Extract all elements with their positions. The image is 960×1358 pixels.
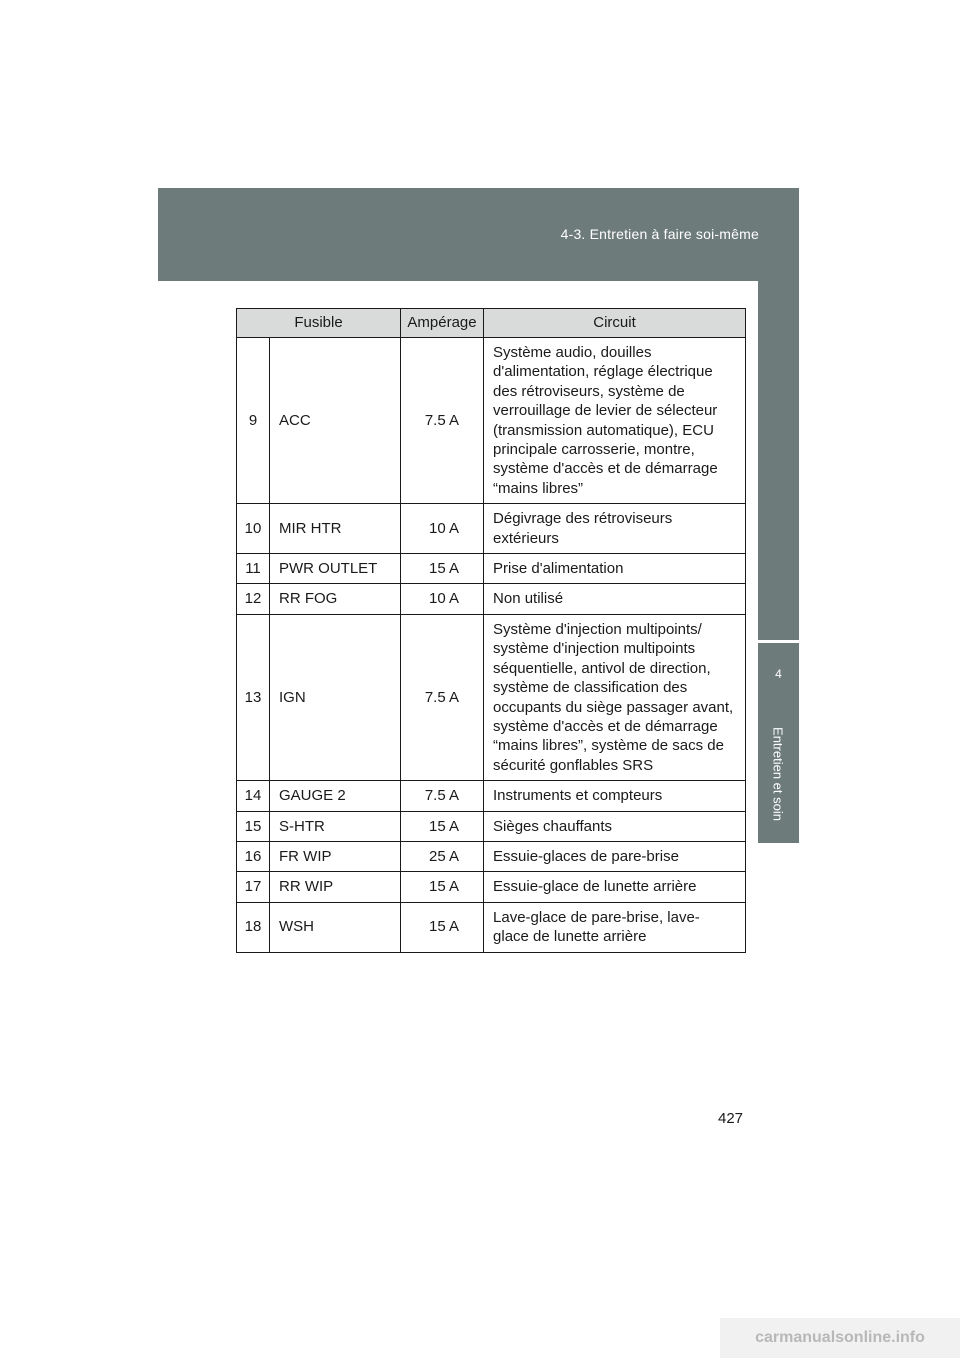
fuse-circuit-cell: Lave-glace de pare-brise, lave-glace de lunette arrière: [484, 902, 746, 952]
fuse-number-cell: 13: [237, 614, 270, 780]
table-row: [237, 338, 746, 504]
table-row: [237, 554, 746, 584]
chapter-side-tab: [758, 281, 799, 843]
fuse-number-cell: 17: [237, 872, 270, 902]
fuse-number-cell: 12: [237, 584, 270, 614]
fuse-name-cell: FR WIP: [270, 841, 401, 871]
fuse-circuit-cell: Dégivrage des rétroviseurs extérieurs: [484, 504, 746, 554]
fuse-number-cell: 10: [237, 504, 270, 554]
fuse-amperage-cell: 7.5 A: [401, 614, 484, 780]
chapter-number: 4: [775, 667, 782, 681]
page-number: 427: [718, 1110, 744, 1127]
fuse-name-cell: PWR OUTLET: [270, 554, 401, 584]
fuse-number-cell: 15: [237, 811, 270, 841]
column-header-circuit: Circuit: [484, 309, 746, 338]
fuse-amperage-cell: 7.5 A: [401, 338, 484, 504]
fuse-amperage-cell: 15 A: [401, 554, 484, 584]
fuse-amperage-cell: 15 A: [401, 811, 484, 841]
section-title: 4-3. Entretien à faire soi-même: [560, 226, 759, 242]
fuse-name-cell: ACC: [270, 338, 401, 504]
fuse-amperage-cell: 15 A: [401, 872, 484, 902]
column-header-fusible: Fusible: [237, 309, 401, 338]
fuse-circuit-cell: Essuie-glaces de pare-brise: [484, 841, 746, 871]
fuse-circuit-cell: Système d'injection multipoints/ système d'injection multipoints séquentielle, antivol de direction, système de classification des occupants du siège passager avant, système d'accès et de démarrage “mains libres”, système de sacs de sécurité gonflables SRS: [484, 614, 746, 780]
fuse-amperage-cell: 10 A: [401, 504, 484, 554]
fuse-amperage-cell: 15 A: [401, 902, 484, 952]
header-band: [158, 188, 799, 281]
table-row: [237, 504, 746, 554]
watermark: carmanualsonline.info: [720, 1318, 960, 1358]
fuse-circuit-cell: Essuie-glace de lunette arrière: [484, 872, 746, 902]
fuse-circuit-cell: Sièges chauffants: [484, 811, 746, 841]
fuse-number-cell: 9: [237, 338, 270, 504]
fuse-name-cell: WSH: [270, 902, 401, 952]
fuse-number-cell: 18: [237, 902, 270, 952]
fuse-amperage-cell: 25 A: [401, 841, 484, 871]
fuse-name-cell: RR WIP: [270, 872, 401, 902]
table-header-row: [237, 309, 746, 338]
fuse-name-cell: IGN: [270, 614, 401, 780]
fuse-name-cell: MIR HTR: [270, 504, 401, 554]
table-row: [237, 781, 746, 811]
table-row: [237, 902, 746, 952]
table-row: [237, 841, 746, 871]
fuse-number-cell: 14: [237, 781, 270, 811]
fuse-circuit-cell: Instruments et compteurs: [484, 781, 746, 811]
fuse-amperage-cell: 10 A: [401, 584, 484, 614]
fuse-number-cell: 16: [237, 841, 270, 871]
fuse-name-cell: GAUGE 2: [270, 781, 401, 811]
fuse-name-cell: RR FOG: [270, 584, 401, 614]
fuse-number-cell: 11: [237, 554, 270, 584]
fuse-circuit-cell: Prise d'alimentation: [484, 554, 746, 584]
fuse-circuit-cell: Non utilisé: [484, 584, 746, 614]
table-row: [237, 811, 746, 841]
table-row: [237, 872, 746, 902]
side-tab-divider: [758, 640, 799, 643]
table-row: [237, 584, 746, 614]
fuse-name-cell: S-HTR: [270, 811, 401, 841]
fuse-circuit-cell: Système audio, douilles d'alimentation, réglage électrique des rétroviseurs, système de verrouillage de levier de sélecteur (transmission automatique), ECU principale carrosserie, montre, système d'accès et de démarrage “mains libres”: [484, 338, 746, 504]
fuse-table: [236, 308, 746, 953]
fuse-amperage-cell: 7.5 A: [401, 781, 484, 811]
column-header-amperage: Ampérage: [401, 309, 484, 338]
table-row: [237, 614, 746, 780]
chapter-label: Entretien et soin: [770, 727, 786, 821]
